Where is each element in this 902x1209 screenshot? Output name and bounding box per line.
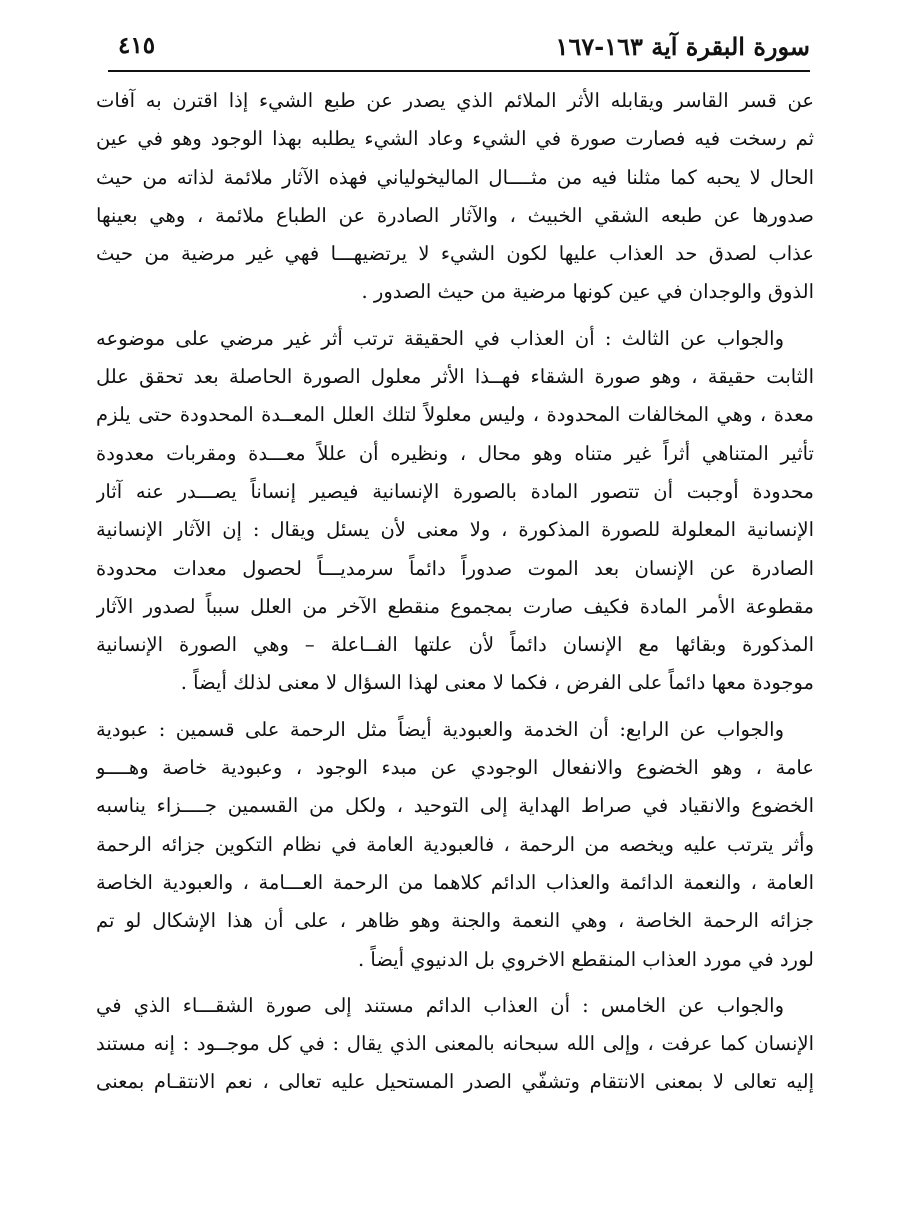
text-line: مقطوعة الأمر المادة فكيف صارت بمجموع منقطع الآخر من العلل سبباً لصدور الآثار [96,594,814,618]
text-line: معدة ، وهي المخالفات المحدودة ، وليس معلولاً لتلك العلل المعــدة المحدودة حتى يلزم [96,403,814,427]
paragraph [96,711,814,979]
text-line: وأثر يترتب عليه ويخصه من الرحمة ، فالعبودية العامة في نظام التكوين جزائه الرحمة [96,832,814,856]
paragraph [96,320,814,703]
text-line: الصادرة عن الإنسان بعد الموت صدوراً دائماً سرمديـــاً لحصول معدات محدودة [96,556,814,580]
text-line: تأثير المتناهي أثراً غير متناه وهو محال ، ونظيره أن عللاً معـــدة ومقربات معدودة [96,441,814,465]
text-line: الخضوع والانقياد في صراط الهداية إلى التوحيد ، ولكل من القسمين جــــزاء يناسبه [96,794,814,818]
running-title: سورة البقرة آية ١٦٣-١٦٧ [555,32,810,61]
text-line: موجودة معها دائماً على الفرض ، فكما لا معنى لهذا السؤال لا معنى لذلك أيضاً . [180,671,814,695]
text-line: العامة ، والنعمة الدائمة والعذاب الدائم كلاهما من الرحمة العـــامة ، والعبودية الخاصة [96,870,814,894]
text-line: والجواب عن الثالث : أن العذاب في الحقيقة ترتب أثر غير مرضي على موضوعه [96,326,784,350]
text-line: الإنسان كما عرفت ، وإلى الله سبحانه بالمعنى الذي يقال : في كل موجــود : إنه مستند [96,1032,814,1056]
text-line: محدودة أوجبت أن تتصور المادة بالصورة الإنسانية فيصير إنساناً يصـــدر عنه آثار [96,479,814,503]
text-line: صدورها عن طبعه الشقي الخبيث ، والآثار الصادرة عن الطباع ملائمة ، وهي بعينها [96,203,814,227]
paragraph [96,82,814,312]
text-line: والجواب عن الرابع: أن الخدمة والعبودية أيضاً مثل الرحمة على قسمين : عبودية [96,717,784,741]
text-line: لورد في مورد العذاب المنقطع الاخروي بل الدنيوي أيضاً . [358,947,814,971]
text-line: الحال لا يحبه كما مثلنا فيه من مثــــال الماليخولياني فهذه الآثار ملائمة لذاته من حيث [96,165,814,189]
paragraph [96,987,814,1102]
page-number: ٤١٥ [118,32,156,59]
text-line: إليه تعالى لا بمعنى الانتقام وتشفّي الصدر المستحيل عليه تعالى ، نعم الانتقـام بمعنى [96,1070,814,1094]
text-line: عن قسر القاسر ويقابله الأثر الملائم الذي يصدر عن طبع الشيء إذا اقترن به آفات [96,89,814,112]
text-line: عامة ، وهو الخضوع والانفعال الوجودي عن مبدء الوجود ، وعبودية خاصة وهــــو [96,756,814,780]
text-line: الذوق والوجدان في عين كونها مرضية من حيث الصدور . [361,280,814,304]
page-header [108,28,810,72]
text-line: جزائه الرحمة الخاصة ، وهي النعمة والجنة وهو ظاهر ، على أن هذا الإشكال لو تم [96,909,814,933]
body-text [96,82,814,1102]
text-line: عذاب لصدق حد العذاب عليها لكون الشيء لا يرتضيهـــا فهي غير مرضية من حيث [96,242,814,266]
text-line: المذكورة وبقائها مع الإنسان دائماً لأن علتها الفــاعلة – وهي الصورة الإنسانية [96,633,814,657]
text-line: ثم رسخت فيه فصارت صورة في الشيء وعاد الشيء يطلبه بهذا الوجود وهو في عين [96,127,814,151]
text-line: الإنسانية المعلولة للصورة المذكورة ، ولا معنى لأن يسئل ويقال : إن الآثار الإنسانية [96,518,814,542]
text-line: والجواب عن الخامس : أن العذاب الدائم مستند إلى صورة الشقـــاء الذي في [96,993,784,1017]
text-line: الثابت حقيقة ، وهو صورة الشقاء فهــذا الأثر معلول الصورة الحاصلة بعد تحقق علل [96,365,814,389]
